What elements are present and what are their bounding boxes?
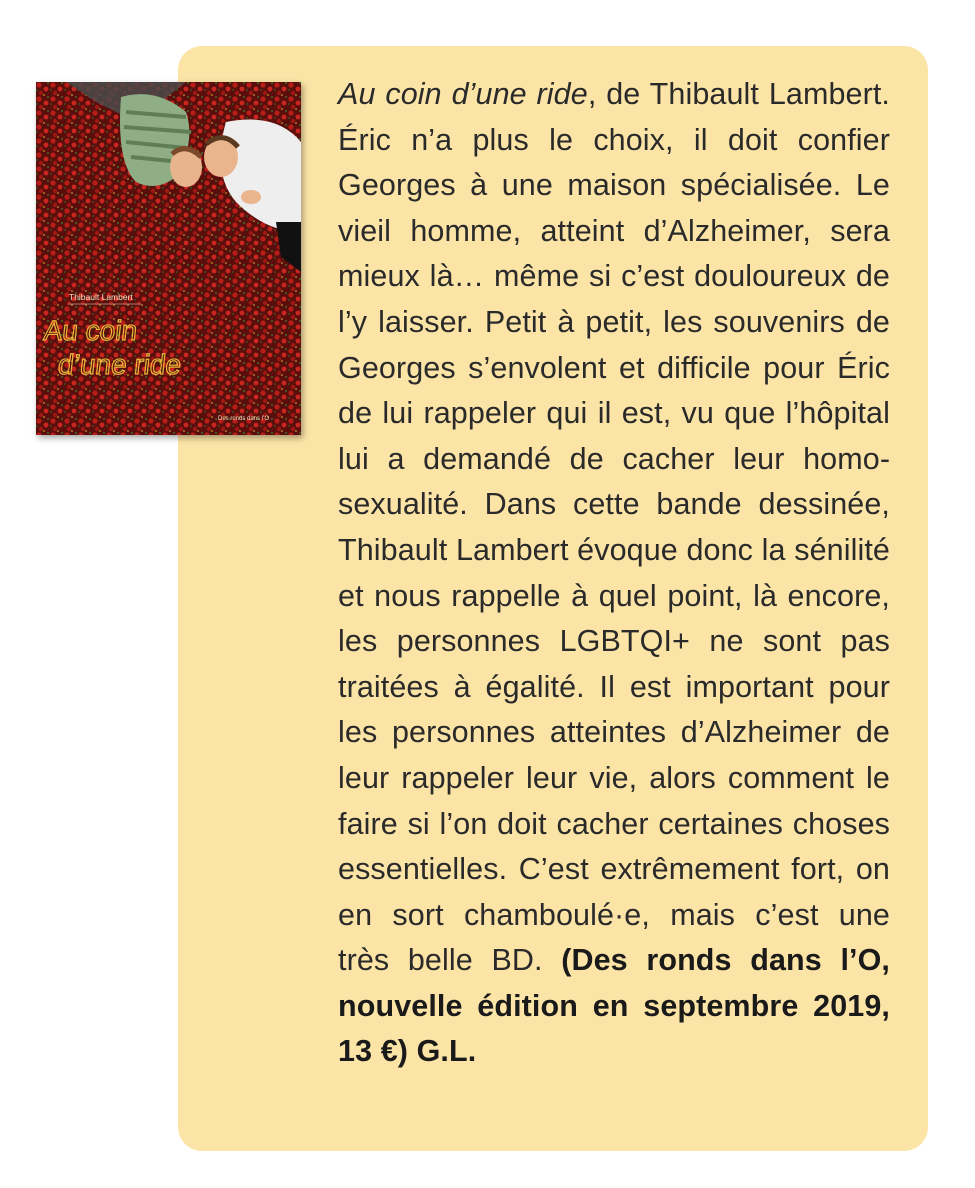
cover-publisher: Des ronds dans l’O bbox=[218, 416, 270, 422]
cover-title-line2: d’une ride bbox=[56, 349, 183, 380]
cover-title-line1: Au coin bbox=[42, 315, 139, 346]
cover-author: Thibault Lambert bbox=[69, 292, 133, 302]
review-body: , de Thibault Lambert. Éric n’a plus le choix, il doit confier Georges à une maison spécialisée. Le vieil homme, atteint d’Alzheimer, sera mieux là… même si c’est douloureux de l’y laisser. Petit à petit, les souvenirs de Georges s’envolent et difficile pour Éric de lui rappeler qui il est, vu que l’hôpital lui a demandé de cacher leur homosexualité. Dans cette bande dessinée, Thibault Lambert évoque donc la sénilité et nous rappelle à quel point, là encore, les personnes LGBTQI+ ne sont pas traitées à égalité. Il est important pour les personnes atteintes d’Alzheimer de leur rappeler leur vie, alors comment le faire si l’on doit cacher certaines choses essentielles. C’est extrêmement fort, on en sort chamboulé·e, mais c’est une très belle BD. bbox=[338, 77, 890, 978]
book-title: Au coin d’une ride bbox=[338, 77, 588, 111]
book-cover bbox=[36, 82, 301, 435]
review-text bbox=[338, 72, 890, 1075]
publication-info: (Des ronds dans l’O, nouvelle édition en septembre 2019, 13 €) G.L. bbox=[338, 943, 890, 1069]
